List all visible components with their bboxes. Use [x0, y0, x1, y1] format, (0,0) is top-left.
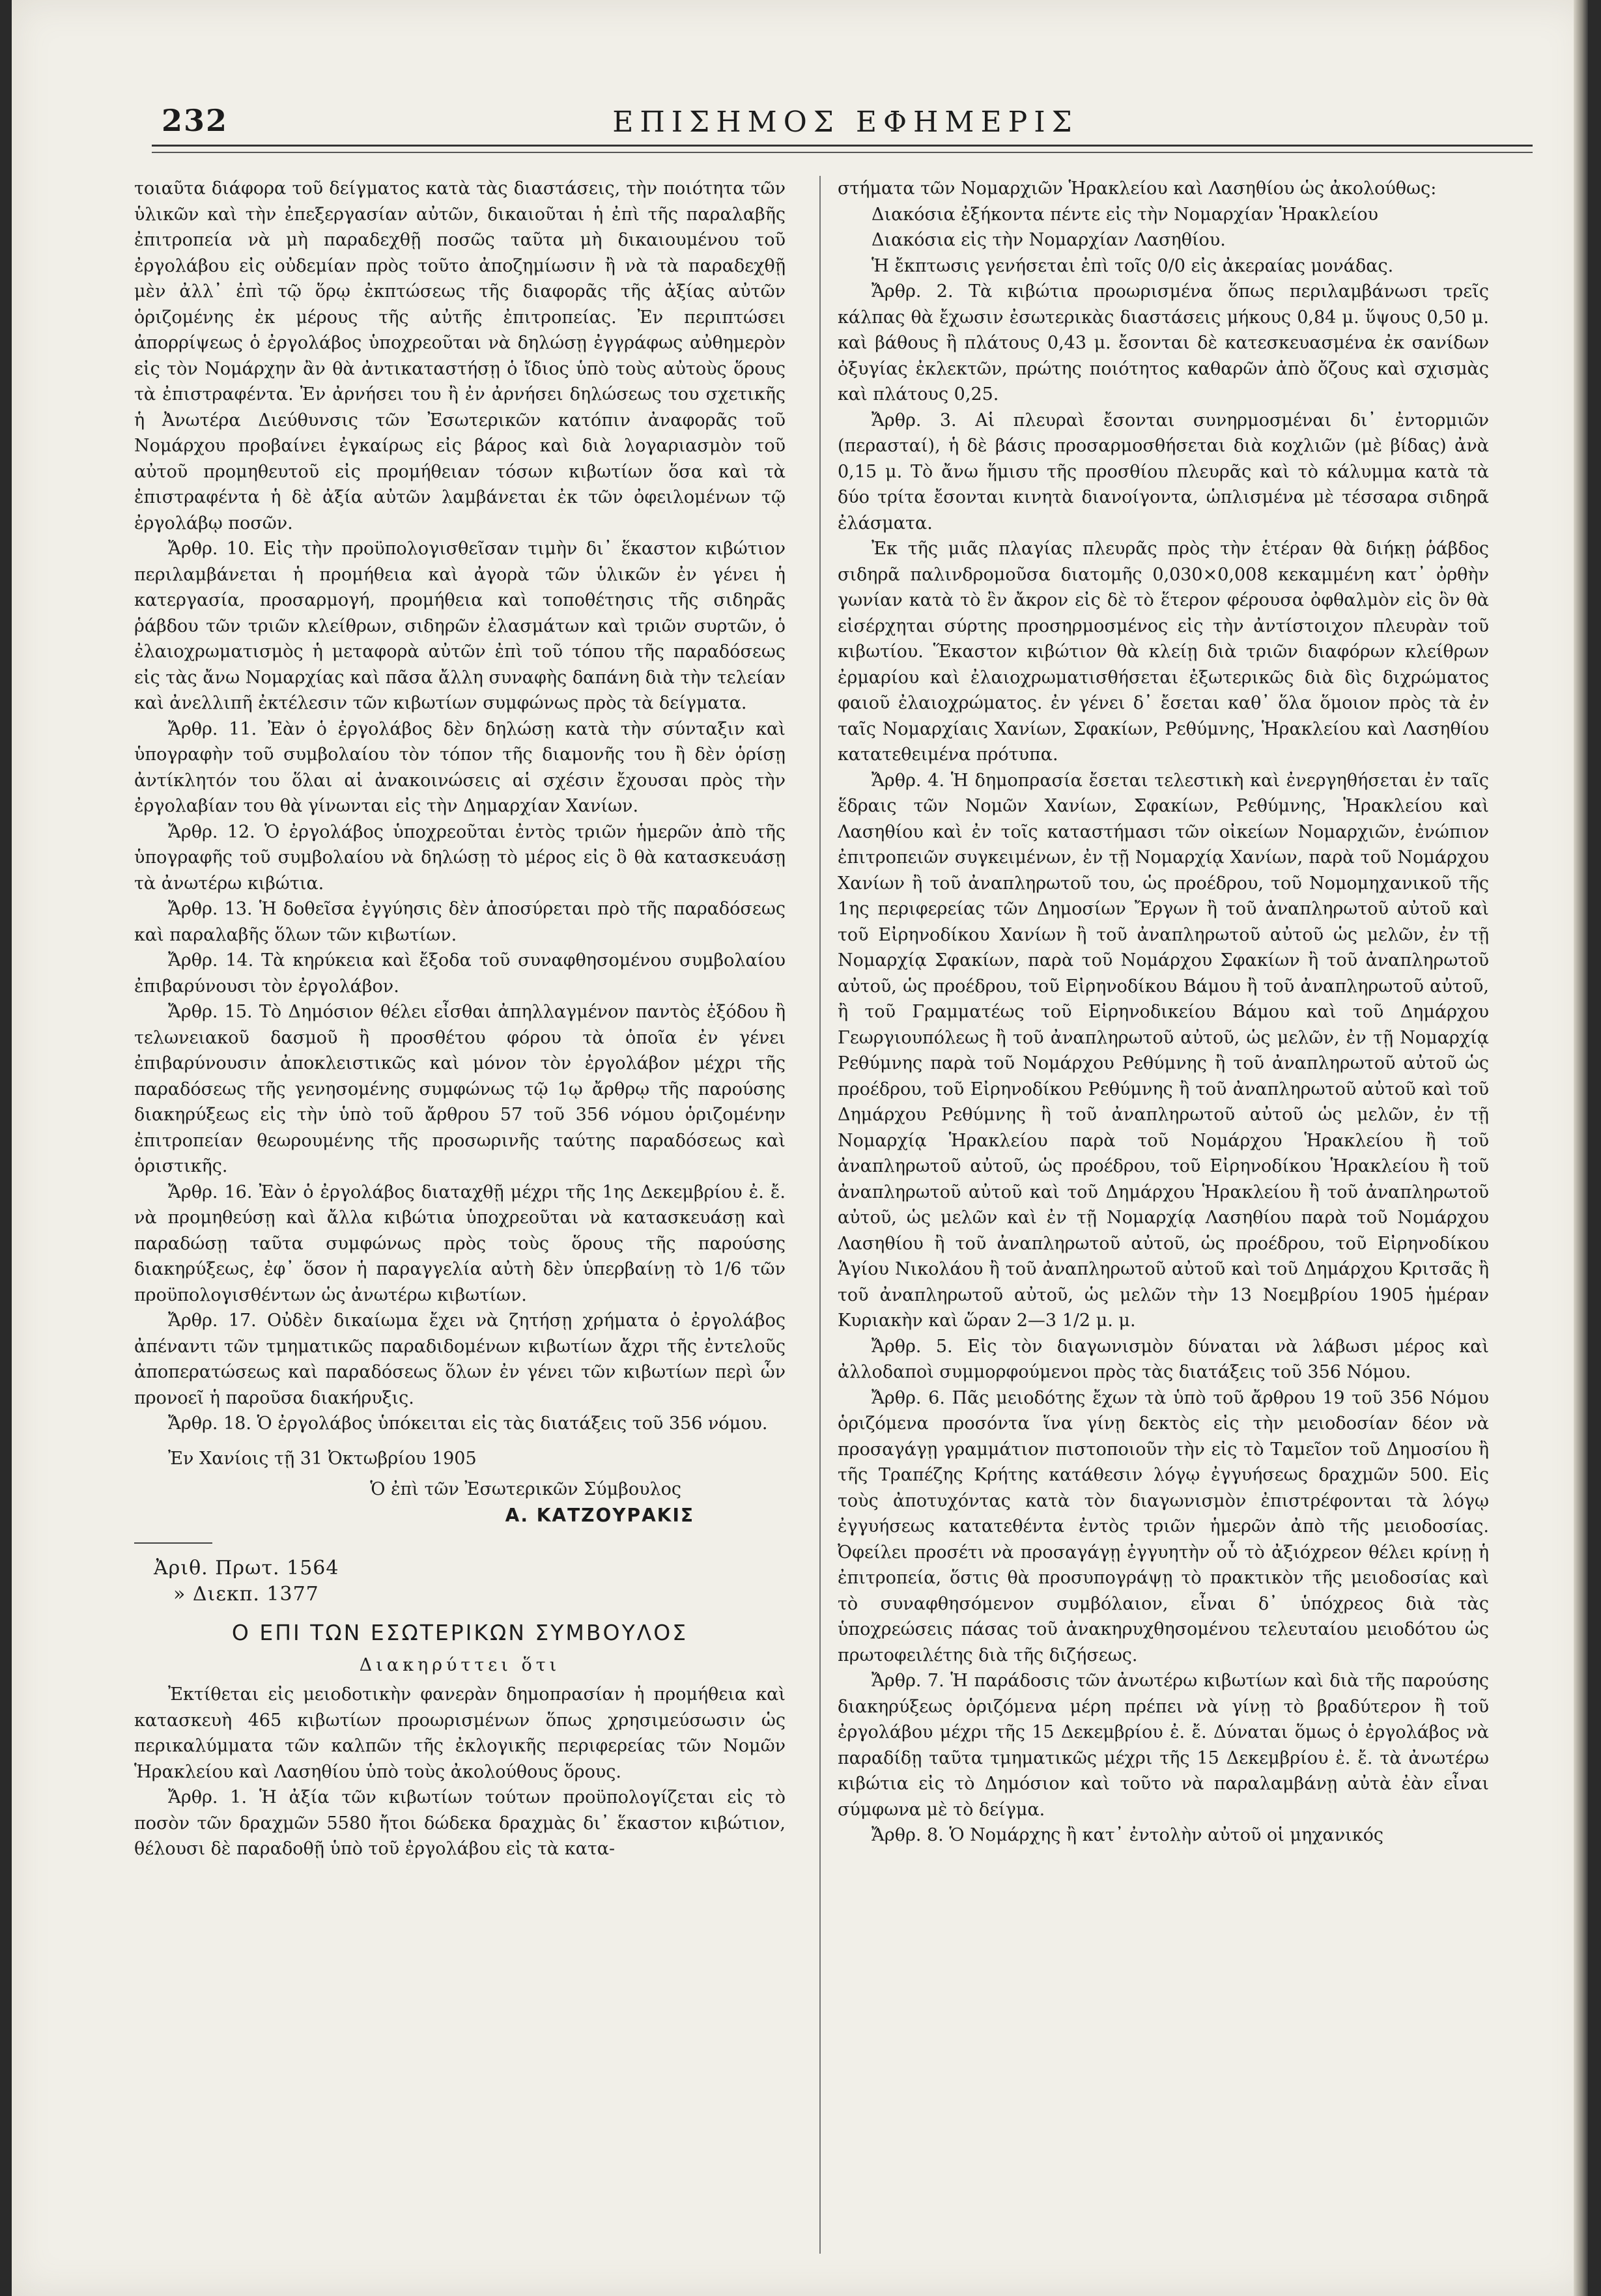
article-4: Ἄρθρ. 4. Ἡ δημοπρασία ἔσεται τελεστικὴ καὶ ἐνεργηθήσεται ἐν ταῖς ἕδραις τῶν Νομῶν Χανίων, Σφακίων, Ρεθύμνης, Ἡρακλείου καὶ Λασηθίου καὶ ἐν τοῖς καταστήμασι τῶν οἰκείων Νομαρχιῶν, ἐνώπιον ἐπιτροπειῶν συγκειμένων, ἐν τῇ Νομαρχίᾳ Χανίων, παρὰ τοῦ Νομάρχου Χανίων ἢ τοῦ ἀναπληρωτοῦ του, ὡς προέδρου, τοῦ Νομομηχανικοῦ τῆς 1ης περιφερείας τῶν Δημοσίων Ἔργων ἢ τοῦ ἀναπληρωτοῦ αὐτοῦ καὶ τοῦ Εἰρηνοδίκου Χανίων ἢ τοῦ ἀναπληρωτοῦ αὐτοῦ ὡς μελῶν, ἐν τῇ Νομαρχίᾳ Σφακίων, παρὰ τοῦ Νομάρχου Σφακίων ἢ τοῦ ἀναπληρωτοῦ αὐτοῦ, ὡς προέδρου, τοῦ Εἰρηνοδίκου Βάμου ἢ τοῦ ἀναπληρωτοῦ αὐτοῦ, ἢ τοῦ Γραμματέως τοῦ Εἰρηνοδικείου Βάμου καὶ τοῦ Δημάρχου Γεωργιουπόλεως ἢ τοῦ ἀναπληρωτοῦ αὐτοῦ, ὡς μελῶν, ἐν τῇ Νομαρχίᾳ Ρεθύμνης παρὰ τοῦ Νομάρχου Ρεθύμνης ἢ τοῦ ἀναπληρωτοῦ αὐτοῦ ὡς προέδρου, τοῦ Εἰρηνοδίκου Ρεθύμνης ἢ τοῦ ἀναπληρωτοῦ αὐτοῦ καὶ τοῦ Δημάρχου Ρεθύμνης ἢ τοῦ ἀναπληρωτοῦ αὐτοῦ ὡς μελῶν, ἐν τῇ Νομαρχίᾳ Ἡρακλείου παρὰ τοῦ Νομάρχου Ἡρακλείου ἢ τοῦ ἀναπληρωτοῦ αὐτοῦ, ὡς προέδρου, τοῦ Εἰρηνοδίκου Ἡρακλείου ἢ τοῦ ἀναπληρωτοῦ αὐτοῦ καὶ τοῦ Δημάρχου Ἡρακλείου ἢ τοῦ ἀναπληρωτοῦ αὐτοῦ, ὡς μελῶν καὶ ἐν τῇ Νομαρχίᾳ Λασηθίου παρὰ τοῦ Νομάρχου Λασηθίου ἢ τοῦ ἀναπληρωτοῦ αὐτοῦ, ὡς προέδρου, τοῦ Εἰρηνοδίκου Ἁγίου Νικολάου ἢ τοῦ ἀναπληρωτοῦ αὐτοῦ καὶ τοῦ Δημάρχου Κριτσᾶς ἢ τοῦ ἀναπληρωτοῦ αὐτοῦ, ὡς μελῶν τὴν 13 Νοεμβρίου 1905 ἡμέραν Κυριακὴν καὶ ὥραν 2—3 1/2 μ. μ.	[838, 770, 1489, 1331]
article-5: Ἄρθρ. 5. Εἰς τὸν διαγωνισμὸν δύναται νὰ λάβωσι μέρος καὶ ἀλλοδαποὶ συμμορφούμενοι πρὸς τὰς διατάξεις τοῦ 356 Νόμου.	[838, 1336, 1489, 1382]
date-line: Ἐν Χανίοις τῇ 31 Ὀκτωβρίου 1905	[168, 1448, 477, 1469]
header-rule	[152, 145, 1533, 153]
binding-spine	[1574, 0, 1588, 2296]
article-1: Ἄρθρ. 1. Ἡ ἀξία τῶν κιβωτίων τούτων προϋπολογίζεται εἰς τὸ ποσὸν τῶν δραχμῶν 5580 ἤτοι δώδεκα δραχμὰς δι᾽ ἕκαστον κιβώτιον, θέλουσι δὲ παραδοθῇ ὑπὸ τοῦ ἐργολάβου εἰς τὰ κατα-	[134, 1787, 786, 1859]
paragraph: τοιαῦτα διάφορα τοῦ δείγματος κατὰ τὰς διαστάσεις, τὴν ποιότητα τῶν ὑλικῶν καὶ τὴν ἐπεξεργασίαν αὐτῶν, δικαιοῦται ἡ ἐπὶ τῆς παραλαβῆς ἐπιτροπεία νὰ μὴ παραδεχθῇ ποσῶς ταῦτα μὴ δικαιουμένου τοῦ ἐργολάβου εἰς οὐδεμίαν πρὸς τοῦτο ἀποζημίωσιν ἢ νὰ τὰ παραδεχθῇ μὲν ἀλλ᾽ ἐπὶ τῷ ὅρῳ ἐκπτώσεως τῆς διαφορᾶς τῆς ἀξίας αὐτῶν ὁριζομένης ἐκ μέρους τῆς αὐτῆς ἐπιτροπείας. Ἐν περιπτώσει ἀπορρίψεως ὁ ἐργολάβος ὑποχρεοῦται νὰ δηλώσῃ ἐγγράφως αὐθημερὸν εἰς τὸν Νομάρχην ἂν θὰ ἀντικαταστήσῃ ὁ ἴδιος ὑπὸ τοὺς αὐτοὺς ὅρους τὰ ἐπιστραφέντα. Ἐν ἀρνήσει του ἢ ἐν ἀρνήσει δηλώσεως του σχετικῆς ἡ Ἀνωτέρα Διεύθυνσις τῶν Ἐσωτερικῶν κατόπιν ἀναφορᾶς τοῦ Νομάρχου προβαίνει ἐγκαίρως εἰς βάρος καὶ διὰ λογαριασμὸν τοῦ αὐτοῦ προμηθευτοῦ εἰς προμήθειαν τόσων κιβωτίων ὅσα καὶ τὰ ἐπιστραφέντα ἡ δὲ ἀξία αὐτῶν λαμβάνεται ἐκ τῶν ὀφειλομένων τῷ ἐργολάβῳ ποσῶν.	[134, 178, 786, 533]
proclaims-line: Διακηρύττει ὅτι	[359, 1654, 561, 1675]
page-number: 232	[162, 103, 229, 138]
article-13: Ἄρθρ. 13. Ἡ δοθεῖσα ἐγγύησις δὲν ἀποσύρεται πρὸ τῆς παραδόσεως καὶ παραλαβῆς ὅλων τῶν κιβωτίων.	[134, 899, 786, 945]
paragraph: στήματα τῶν Νομαρχιῶν Ἡρακλείου καὶ Λασηθίου ὡς ἀκολούθως:	[838, 178, 1437, 199]
subject-heading: Ο ΕΠΙ ΤΩΝ ΕΣΩΤΕΡΙΚΩΝ ΣΥΜΒΟΥΛΟΣ	[231, 1620, 688, 1645]
article-8: Ἄρθρ. 8. Ὁ Νομάρχης ἢ κατ᾽ ἐντολὴν αὐτοῦ οἱ μηχανικός	[871, 1825, 1383, 1845]
column-divider	[819, 176, 821, 2254]
article-17: Ἄρθρ. 17. Οὐδὲν δικαίωμα ἔχει νὰ ζητήσῃ χρήματα ὁ ἐργολάβος ἀπέναντι τῶν τμηματικῶς παραδιδομένων κιβωτίων ἄχρι τῆς ἐντελοῦς ἀποπερατώσεως καὶ παραδόσεως ὅλων ἐν γένει τῶν κιβωτίων περὶ ὧν προνοεῖ ἡ παροῦσα διακήρυξις.	[134, 1311, 786, 1408]
paragraph: Ἐκτίθεται εἰς μειοδοτικὴν φανερὰν δημοπρασίαν ἡ προμήθεια καὶ κατασκευὴ 465 κιβωτίων προωρισμένων ὅπως χρησιμεύσωσιν ὡς περικαλύμματα τῶν καλπῶν τῆς ἐκλογικῆς περιφερείας τῶν Νομῶν Ἡρακλείου καὶ Λασηθίου ὑπὸ τοὺς ἀκολούθους ὅρους.	[134, 1684, 786, 1782]
protocol-number: Ἀριθ. Πρωτ. 1564	[154, 1557, 339, 1580]
section-rule	[134, 1542, 212, 1544]
diekp-number: » Διεκπ. 1377	[173, 1582, 319, 1606]
article-14: Ἄρθρ. 14. Τὰ κηρύκεια καὶ ἔξοδα τοῦ συναφθησομένου συμβολαίου ἐπιβαρύνουσι τὸν ἐργολάβον.	[134, 950, 786, 997]
article-15: Ἄρθρ. 15. Τὸ Δημόσιον θέλει εἶσθαι ἀπηλλαγμένον παντὸς ἐξόδου ἢ τελωνειακοῦ δασμοῦ ἢ προσθέτου φόρου τὰ ὁποῖα ἐν γένει ἐπιβαρύνουσιν ἀποκλειστικῶς καὶ μόνον τὸν ἐργολάβον μέχρι τῆς παραδόσεως τῆς γενησομένης συμφώνως τῷ 1ῳ ἄρθρῳ τῆς παρούσης διακηρύξεως εἰς τὴν ὑπὸ τοῦ ἄρθρου 57 τοῦ 356 νόμου ὁριζομένην ἐπιτροπείαν θεωρουμένης τῆς προσωρινῆς ταύτης παραδόσεως καὶ ὁριστικῆς.	[134, 1002, 786, 1176]
article-6: Ἄρθρ. 6. Πᾶς μειοδότης ἔχων τὰ ὑπὸ τοῦ ἄρθρου 19 τοῦ 356 Νόμου ὁριζόμενα προσόντα ἵνα γίνῃ δεκτὸς εἰς τὴν μειοδοσίαν δέον νὰ προσαγάγῃ γραμμάτιον πιστοποιοῦν τὴν εἰς τὸ Ταμεῖον τοῦ Δημοσίου ἢ τῆς Τραπέζης Κρήτης κατάθεσιν λόγῳ ἐγγυήσεως δραχμῶν 500. Εἰς τοὺς ἀποτυχόντας κατὰ τὸν διαγωνισμὸν ἐπιστρέφονται τὰ λόγῳ ἐγγυήσεως κατατεθέντα ἐντὸς τριῶν ἡμερῶν ἀπὸ τῆς μειοδοσίας. Ὀφείλει προσέτι νὰ προσαγάγῃ ἐγγυητὴν οὗ τὸ ἀξιόχρεον θέλει κρίνῃ ἡ ἐπιτροπεία, ὅστις θὰ προσυπογράψῃ τὸ πρακτικὸν τῆς μειοδοσίας καὶ τὸ συναφθησόμενον συμβόλαιον, εἶναι δ᾽ ὑπόχρεος διὰ τὰς ὑποχρεώσεις πάσας τοῦ ἀνακηρυχθησομένου τελευταίου μειοδότου ὡς πρωτοφειλέτης διὰ τῆς διζήσεως.	[838, 1387, 1489, 1665]
left-column	[134, 176, 786, 2254]
article-12: Ἄρθρ. 12. Ὁ ἐργολάβος ὑποχρεοῦται ἐντὸς τριῶν ἡμερῶν ἀπὸ τῆς ὑπογραφῆς τοῦ συμβολαίου νὰ δηλώσῃ τὸ μέρος εἰς ὃ θὰ κατασκευάσῃ τὰ ἀνωτέρω κιβώτια.	[134, 821, 786, 894]
article-3: Ἄρθρ. 3. Αἱ πλευραὶ ἔσονται συνηρμοσμέναι δι᾽ ἐντορμιῶν (περασταί), ἡ δὲ βάσις προσαρμοσθήσεται διὰ κοχλιῶν (μὲ βίδας) ἀνὰ 0,15 μ. Τὸ ἄνω ἥμισυ τῆς προσθίου πλευρᾶς καὶ τὸ κάλυμμα κατὰ τὰ δύο τρίτα ἔσονται κινητὰ διανοίγοντα, ὡπλισμένα μὲ τέσσαρα σιδηρᾶ ἐλάσματα.	[838, 410, 1489, 533]
journal-title: ΕΠΙΣΗΜΟΣ ΕΦΗΜΕΡΙΣ	[612, 106, 1079, 139]
signatory-office: Ὁ ἐπὶ τῶν Ἐσωτερικῶν Σύμβουλος	[370, 1479, 681, 1499]
article-16: Ἄρθρ. 16. Ἐὰν ὁ ἐργολάβος διαταχθῇ μέχρι τῆς 1ης Δεκεμβρίου ἐ. ἔ. νὰ προμηθεύσῃ καὶ ἄλλα κιβώτια ὑποχρεοῦται νὰ κατασκευάσῃ καὶ παραδώσῃ ταῦτα συμφώνως πρὸς τοὺς ὅρους τῆς παρούσης διακηρύξεως, ἐφ᾽ ὅσον ἡ παραγγελία αὐτὴ δὲν ὑπερβαίνῃ τὸ 1/6 τῶν προϋπολογισθέντων ὡς ἀνωτέρω κιβωτίων.	[134, 1182, 786, 1305]
paragraph: Διακόσια ἐξήκοντα πέντε εἰς τὴν Νομαρχίαν Ἡρακλείου	[871, 204, 1378, 225]
signatory-name: Α. ΚΑΤΖΟΥΡΑΚΙΣ	[505, 1504, 694, 1526]
article-7: Ἄρθρ. 7. Ἡ παράδοσις τῶν ἀνωτέρω κιβωτίων καὶ διὰ τῆς παρούσης διακηρύξεως ὁριζόμενα μέρη πρέπει νὰ γίνῃ τὸ βραδύτερον ἢ τοῦ ἐργολάβου μέχρι τῆς 15 Δεκεμβρίου ἐ. ἔ. Δύναται ὅμως ὁ ἐργολάβος νὰ παραδίδῃ ταῦτα τμηματικῶς μέχρι τῆς 15 Δεκεμβρίου ἐ. ἔ. τὰ ἀνωτέρω κιβώτια εἰς τὸ Δημόσιον καὶ τοῦτο νὰ παραλαμβάνῃ αὐτὰ ἐὰν εἶναι σύμφωνα μὲ τὸ δείγμα.	[838, 1671, 1489, 1820]
article-2: Ἄρθρ. 2. Τὰ κιβώτια προωρισμένα ὅπως περιλαμβάνωσι τρεῖς κάλπας θὰ ἔχωσιν ἐσωτερικὰς διαστάσεις μήκους 0,84 μ. ὕψους 0,50 μ. καὶ βάθους ἢ πλάτους 0,43 μ. ἔσονται δὲ κατεσκευασμένα ἐκ σανίδων ὀξυγίας ἐκλεκτῶν, πρώτης ποιότητος καθαρῶν ἀπὸ ὄζους καὶ σχισμὰς καὶ πλάτους 0,25.	[838, 281, 1489, 404]
paragraph: Ἐκ τῆς μιᾶς πλαγίας πλευρᾶς πρὸς τὴν ἑτέραν θὰ διήκῃ ῥάβδος σιδηρᾶ παλινδρομοῦσα διατομῆς 0,030×0,008 κεκαμμένη κατ᾽ ὀρθὴν γωνίαν κατὰ τὸ ἓν ἄκρον εἰς δὲ τὸ ἕτερον φέρουσα ὀφθαλμὸν εἰς ὃν θὰ εἰσέρχηται σύρτης προσηρμοσμένος εἰς τὴν ἀντίστοιχον πλευρὰν τοῦ κιβωτίου. Ἕκαστον κιβώτιον θὰ κλείῃ διὰ τριῶν διαφόρων κλείθρων ἐρμαρίου καὶ ἐλαιοχρωματισθήσεται ἐξωτερικῶς διὰ δὶς διχρώματος φαιοῦ ἐλαιοχρώματος. ἐν γένει δ᾽ ἔσεται καθ᾽ ὅλα ὅμοιον πρὸς τὰ ἐν ταῖς Νομαρχίαις Χανίων, Σφακίων, Ρεθύμνης, Ἡρακλείου καὶ Λασηθίου κατατεθειμένα πρότυπα.	[838, 539, 1489, 765]
paragraph: Ἡ ἔκπτωσις γενήσεται ἐπὶ τοῖς 0/0 εἰς ἀκεραίας μονάδας.	[871, 255, 1394, 276]
paragraph: Διακόσια εἰς τὴν Νομαρχίαν Λασηθίου.	[871, 230, 1226, 250]
article-10: Ἄρθρ. 10. Εἰς τὴν προϋπολογισθεῖσαν τιμὴν δι᾽ ἕκαστον κιβώτιον περιλαμβάνεται ἡ προμήθεια καὶ ἀγορὰ τῶν ὑλικῶν ἐν γένει ἡ κατεργασία, προσαρμογή, προμήθεια καὶ τοποθέτησις τῆς σιδηρᾶς ῥάβδου τῶν τριῶν κλείθρων, σιδηρῶν ἐλασμάτων καὶ τριῶν συρτῶν, ὁ ἐλαιοχρωματισμὸς ἡ μεταφορὰ αὐτῶν ἐπὶ τοῦ τόπου τῆς παραδόσεως εἰς τὰς ἄνω Νομαρχίας καὶ πᾶσα ἄλλη συναφὴς δαπάνη διὰ τὴν τελείαν καὶ ἀνελλιπῆ ἐκτέλεσιν τῶν κιβωτίων συμφώνως πρὸς τὰ δείγματα.	[134, 539, 786, 713]
article-11: Ἄρθρ. 11. Ἐὰν ὁ ἐργολάβος δὲν δηλώσῃ κατὰ τὴν σύνταξιν καὶ ὑπογραφὴν τοῦ συμβολαίου τὸν τόπον τῆς διαμονῆς του ἢ δὲν ὁρίσῃ ἀντίκλητόν του ὅλαι αἱ ἀνακοινώσεις αἱ σχέσιν ἔχουσαι πρὸς τὴν ἐργολαβίαν του θὰ γίνωνται εἰς τὴν Δημαρχίαν Χανίων.	[134, 718, 786, 816]
right-column	[838, 176, 1489, 2254]
newspaper-page	[12, 0, 1588, 2296]
page-header	[162, 103, 1529, 142]
article-18: Ἄρθρ. 18. Ὁ ἐργολάβος ὑπόκειται εἰς τὰς διατάξεις τοῦ 356 νόμου.	[168, 1413, 768, 1434]
